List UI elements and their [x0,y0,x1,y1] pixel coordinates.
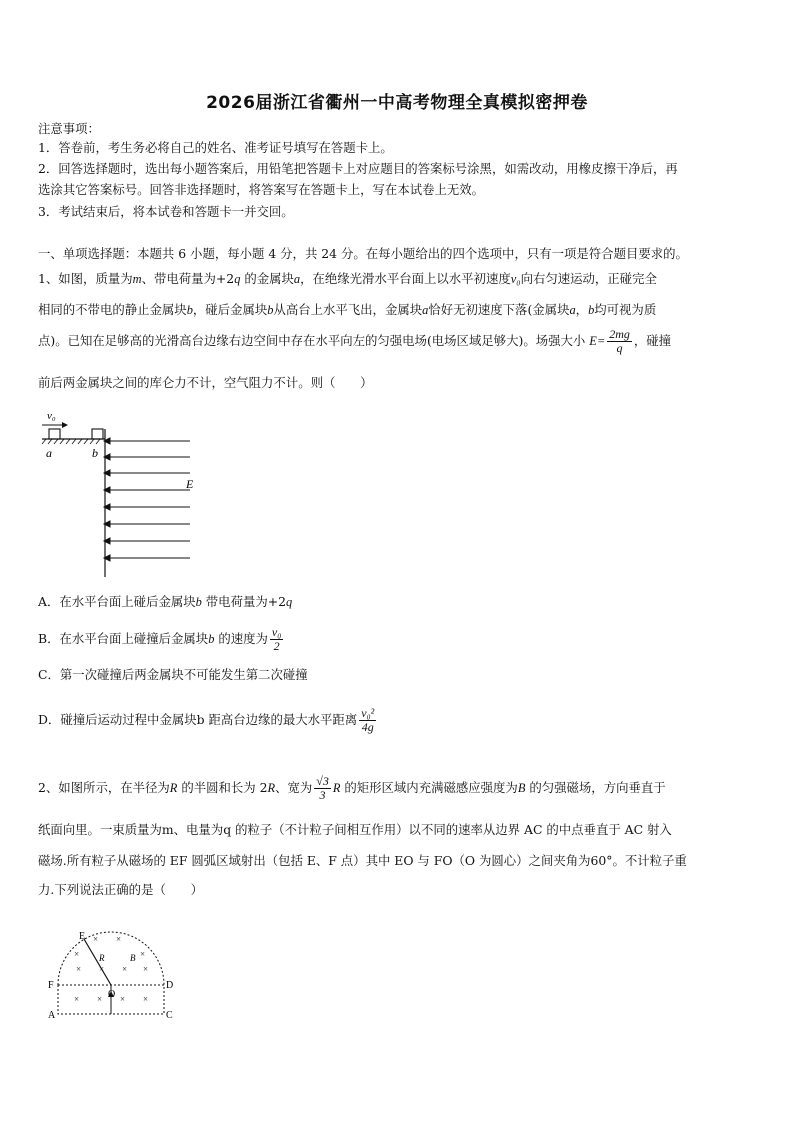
option-b-fraction: $\frac{\text{v₀}}{2}$ [271,625,282,653]
fig1-a-label: a [46,446,52,460]
fig2-B-label: B [130,953,136,963]
q2-line-3: 磁场.所有粒子从磁场的 EF 圆弧区域射出（包括 E、F 点）其中 EO 与 FO（O 为圆心）之间夹角为60°。不计粒子重 [38,853,687,868]
block-a [49,429,60,439]
notice-item-1: 1．答卷前，考生务必将自己的姓名、准考证号填写在答题卡上。 [38,140,393,155]
option-d-fraction: $\frac{\text{v₀²}}{4g}$ [361,706,375,734]
q2-figure [44,925,184,1023]
q1-option-b: B．在水平台面上碰撞后金属块b 的速度为 $\frac{\text{v₀}}{2}$ [38,625,282,653]
fig2-E-label: E [79,931,86,942]
svg-text:×: × [120,994,126,1004]
notice-heading: 注意事项： [38,121,100,136]
fig1-v0-label: v₀ [47,410,56,422]
q1-figure [38,405,208,580]
svg-text:×: × [116,934,122,944]
fig2-O-label: O [108,989,116,1000]
q2-line-4: 力.下列说法正确的是（ ） [38,882,204,897]
svg-text:×: × [97,994,103,1004]
fig2-R-label: R [99,953,105,963]
svg-text:×: × [74,994,80,1004]
fig2-A-label: A [48,1010,56,1021]
page-title: 2026届浙江省衢州一中高考物理全真模拟密押卷 [206,93,588,113]
platform-hatching [42,439,100,444]
svg-text:×: × [143,994,149,1004]
svg-text:×: × [93,934,99,944]
q1-option-c: C．第一次碰撞后两金属块不可能发生第二次碰撞 [38,667,308,682]
fig1-b-label: b [92,446,98,460]
field-fraction: $\frac{2mg}{q}$ [609,327,630,355]
notice-item-2: 2．回答选择题时，选出每小题答案后，用铅笔把答题卡上对应题目的答案标号涂黑，如需改动，用橡皮擦干净后，再 [38,161,678,176]
notice-item-3: 3．考试结束后，将本试卷和答题卡一并交回。 [38,204,294,219]
svg-text:×: × [99,964,105,974]
block-b [92,429,103,439]
section-1-heading: 一、单项选择题：本题共 6 小题，每小题 4 分，共 24 分。在每小题给出的四个选项中，只有一项是符合题目要求的。 [38,246,688,261]
q1-line-2: 相同的不带电的静止金属块b，碰后金属块b从高台上水平飞出，金属块a恰好无初速度下落(金属块a，b均可视为质 [38,302,657,317]
q2-line-2: 纸面向里。一束质量为m、电量为q 的粒子（不计粒子间相互作用）以不同的速率从边界 AC 的中点垂直于 AC 射入 [38,822,672,837]
svg-text:×: × [76,964,82,974]
svg-text:×: × [74,949,80,959]
q1-line-3: 点)。已知在足够高的光滑高台边缘右边空间中存在水平向左的匀强电场(电场区域足够大)。场强大小 E= $\frac{2mg}{q}$ ，碰撞 [38,327,672,355]
q1-line-1: 1、如图，质量为m、带电荷量为+2q 的金属块a，在绝缘光滑水平台面上以水平初速度v₀向右匀速运动，正碰完全 [38,271,657,286]
svg-text:×: × [122,964,128,974]
notice-item-2-cont: 选涂其它答案标号。回答非选择题时，将答案写在答题卡上，写在本试卷上无效。 [38,182,485,197]
fig2-F-label: F [48,980,54,991]
fig2-C-label: C [166,1010,173,1021]
radius-line-EO [84,939,111,985]
svg-text:×: × [140,949,146,959]
q1-option-d: D．碰撞后运动过程中金属块b 距高台边缘的最大水平距离 $\frac{\text{v₀²}}{4g}$ [38,706,375,734]
q1-line-4: 前后两金属块之间的库仑力不计，空气阻力不计。则（ ） [38,375,373,390]
q1-option-a: A．在水平台面上碰后金属块b 带电荷量为+2q [38,594,293,609]
q2-line-1: 2、如图所示，在半径为R 的半圆和长为 2R、宽为 $\frac{√3}{3}$ R 的矩形区域内充满磁感应强度为B 的匀强磁场，方向垂直于 [38,774,666,802]
svg-text:×: × [143,964,149,974]
fig1-E-label: E [186,477,194,491]
fig2-D-label: D [166,980,174,991]
width-fraction: $\frac{√3}{3}$ [316,774,329,802]
field-lines [104,438,190,561]
